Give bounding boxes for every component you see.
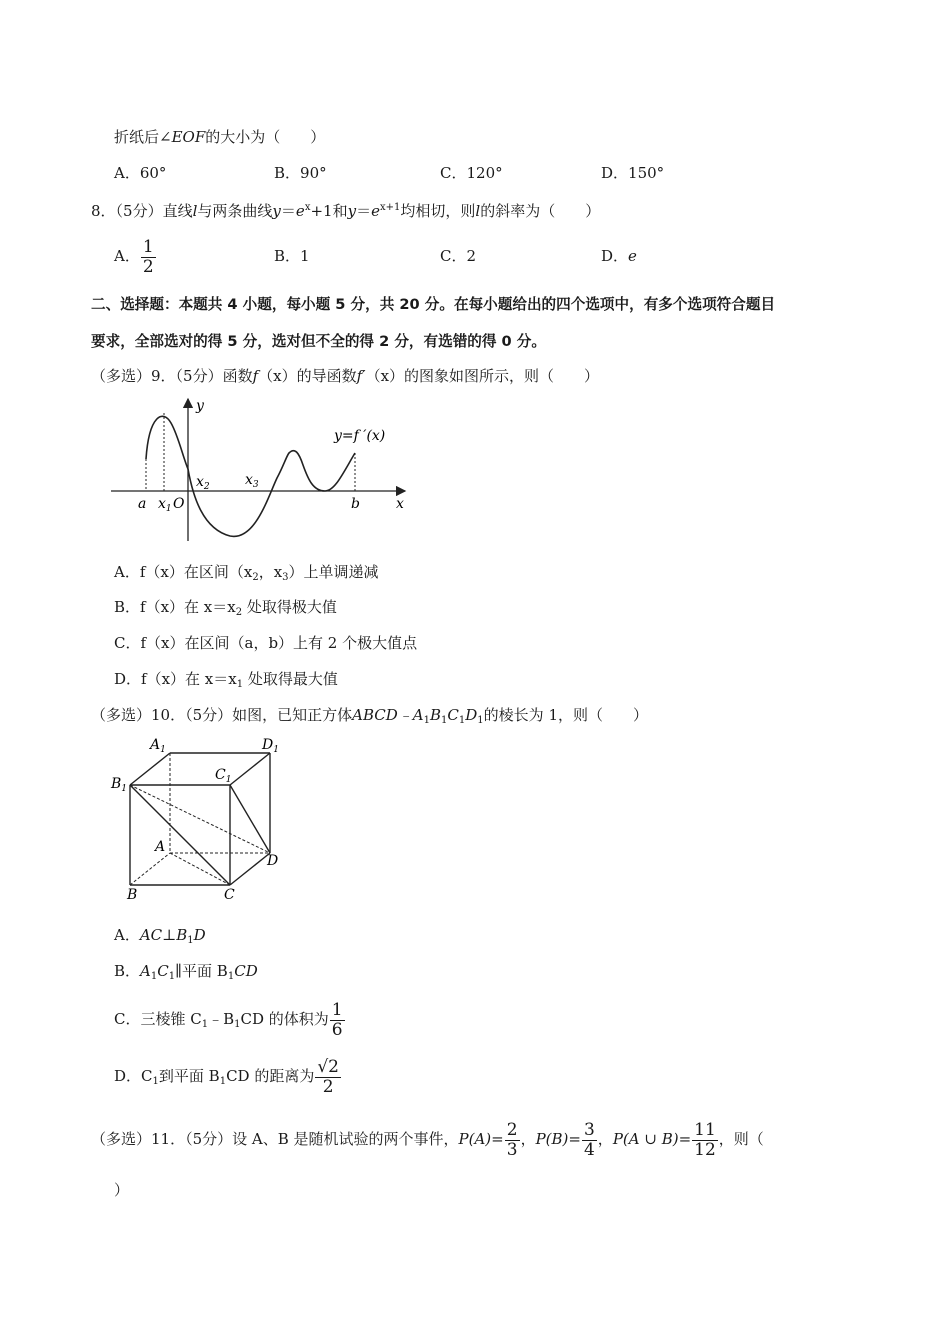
cube-figure bbox=[105, 733, 295, 903]
y-axis-label: y bbox=[196, 398, 204, 414]
q10-option-c[interactable]: C．三棱锥 $C_1﹣B_1CD$ 的体积为 $\frac{1}{6}$ bbox=[114, 999, 343, 1040]
q10-option-b[interactable]: B．$A_1C_1\parallel$平面 $B_1CD$ bbox=[114, 962, 258, 982]
fraction: $\frac{√2}{2}$ bbox=[317, 1056, 339, 1097]
q7-stem: 折纸后∠EOF的大小为（ ） bbox=[114, 128, 326, 146]
q7-option-c[interactable]: C．120° bbox=[440, 164, 503, 182]
label-c: C bbox=[224, 887, 235, 903]
hidden-edge-ba bbox=[130, 853, 170, 885]
fraction: $\frac{2}{3}$ bbox=[506, 1119, 518, 1160]
q7-option-d[interactable]: D．150° bbox=[601, 164, 665, 182]
fraction: $\frac{1}{2}$ bbox=[142, 236, 154, 277]
diagonal-b1c bbox=[130, 785, 230, 885]
q8-option-a[interactable]: A． $\frac{1}{2}$ bbox=[114, 236, 154, 277]
label-a: A bbox=[155, 839, 166, 855]
edge-b1a1 bbox=[130, 753, 170, 785]
label-d1: $D_1$ bbox=[262, 737, 279, 755]
label-b: B bbox=[127, 887, 138, 903]
section-heading-line2: 要求，全部选对的得 5 分，选对但不全的得 2 分，有选错的得 0 分。 bbox=[91, 333, 546, 350]
label-a: a bbox=[138, 496, 147, 512]
edge-cd bbox=[230, 853, 270, 885]
label-b1: $B_1$ bbox=[111, 776, 128, 794]
hidden-diagonal-ac bbox=[170, 853, 230, 885]
q9-stem: （多选）9．（5分）函数f（x）的导函数f′（x）的图象如图所示，则（ ） bbox=[91, 367, 600, 385]
q8-option-d[interactable]: D．e bbox=[601, 247, 637, 265]
edge-c1d1 bbox=[230, 753, 270, 785]
derivative-graph-figure bbox=[105, 393, 415, 548]
q8-option-c[interactable]: C．2 bbox=[440, 247, 477, 265]
section-heading-line1: 二、选择题：本题共 4 小题，每小题 5 分，共 20 分。在每小题给出的四个选项中，有多个选项符合题目 bbox=[91, 296, 776, 313]
q8-option-b[interactable]: B．1 bbox=[274, 247, 310, 265]
label-x3: $x_3$ bbox=[245, 472, 259, 490]
q10-stem: （多选）10．（5分）如图，已知正方体$ABCD﹣A_1B_1C_1D_1$的棱长为 1，则（ ） bbox=[91, 706, 648, 726]
q9-option-a[interactable]: A．f（x）在区间（$x_2$，$x_3$）上单调递减 bbox=[114, 563, 379, 583]
q8-stem: 8．（5分）直线l与两条曲线$y=e^x+1$和$y=e^{x+1}$均相切，则l的斜率为（ ） bbox=[91, 202, 601, 220]
label-d: D bbox=[267, 853, 279, 869]
fraction: $\frac{3}{4}$ bbox=[583, 1119, 595, 1160]
label-c1: $C_1$ bbox=[215, 767, 232, 785]
fraction: $\frac{1}{6}$ bbox=[331, 999, 343, 1040]
x-axis-label: x bbox=[396, 496, 404, 512]
q11-close-paren: ） bbox=[114, 1181, 130, 1199]
fraction: $\frac{11}{12}$ bbox=[694, 1119, 716, 1160]
q7-option-b[interactable]: B．90° bbox=[274, 164, 327, 182]
q9-option-b[interactable]: B．f（x）在 $x=x_2$ 处取得极大值 bbox=[114, 598, 337, 618]
label-x1: $x_1$ bbox=[158, 496, 172, 514]
q9-option-d[interactable]: D．f（x）在 $x=x_1$ 处取得最大值 bbox=[114, 670, 338, 690]
q10-option-d[interactable]: D．$C_1$到平面 $B_1CD$ 的距离为 $\frac{√2}{2}$ bbox=[114, 1056, 339, 1097]
q9-option-c[interactable]: C．f（x）在区间（a，b）上有 2 个极大值点 bbox=[114, 634, 418, 652]
hidden-diagonal-b1d bbox=[130, 785, 270, 853]
label-a1: $A_1$ bbox=[150, 737, 166, 755]
label-x2: $x_2$ bbox=[196, 474, 210, 492]
q11-stem: （多选）11．（5分）设 A、B 是随机试验的两个事件，P(A)= $\frac{2}{3}$ ，P(B)= $\frac{3}{4}$ ，P(A ∪ B)= $\frac{11}{12}$ ，则（ bbox=[91, 1119, 764, 1160]
diagonal-c1d bbox=[230, 785, 270, 853]
label-origin: O bbox=[173, 496, 185, 512]
q7-option-a[interactable]: A．60° bbox=[114, 164, 167, 182]
label-b: b bbox=[351, 496, 360, 512]
q10-option-a[interactable]: A．$AC\perp B_1D$ bbox=[114, 926, 206, 946]
curve-label: y=f ′(x) bbox=[334, 428, 386, 444]
